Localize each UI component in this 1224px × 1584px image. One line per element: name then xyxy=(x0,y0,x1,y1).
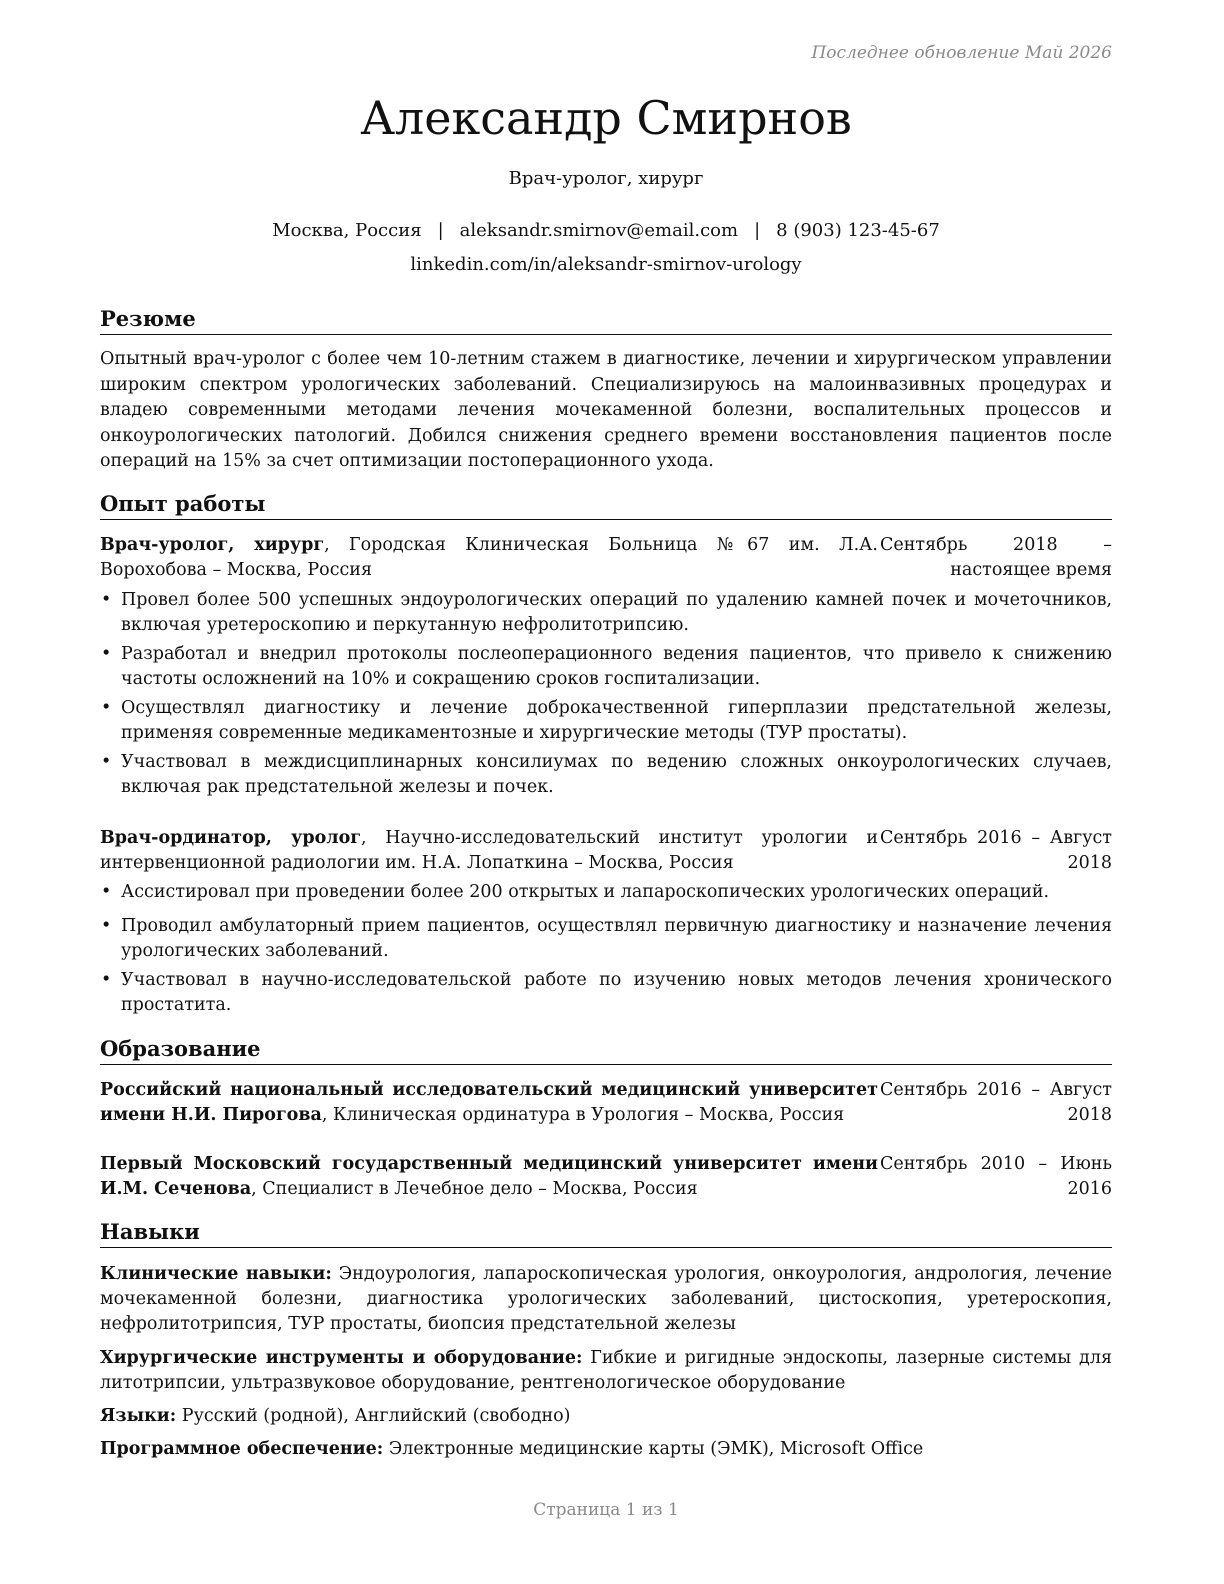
skill-label: Клинические навыки: xyxy=(100,1264,332,1284)
section-title-skills: Навыки xyxy=(100,1218,1112,1248)
education-heading xyxy=(100,1078,878,1128)
last-updated: Последнее обновление Май 2026 xyxy=(811,43,1112,63)
list-item: • Провел более 500 успешных эндоурологических операций по удалению камней почек и мочеточников, включая уретероскопию и перкутанную нефролитотрипсию. xyxy=(101,590,1112,635)
job-heading xyxy=(100,533,878,583)
job-role: Врач-уролог, хирург xyxy=(100,535,325,555)
list-item: • Разработал и внедрил протоколы послеоперационного ведения пациентов, что привело к снижению частоты осложнений на 10% и сокращению сроков госпитализации. xyxy=(101,644,1112,689)
skill-label: Языки: xyxy=(100,1406,177,1426)
list-item: • Участвовал в междисциплинарных консилиумах по ведению сложных онкоурологических случаев, включая рак предстательной железы и почек. xyxy=(101,752,1112,797)
section-title-experience: Опыт работы xyxy=(100,490,1112,520)
skill-label: Хирургические инструменты и оборудование: xyxy=(100,1348,583,1368)
job-org: , Научно-исследовательский институт урологии и интервенционной радиологии им. Н.А. Лопаткина – Москва, Россия xyxy=(100,828,878,873)
skill-text: Русский (родной), Английский (свободно) xyxy=(176,1406,571,1426)
resume-page xyxy=(100,0,1112,1584)
job-dates: Сентябрь 2018 – настоящее время xyxy=(880,535,1112,580)
job-dates: Сентябрь 2016 – Август 2018 xyxy=(880,828,1112,873)
skill-text: Электронные медицинские карты (ЭМК), Microsoft Office xyxy=(383,1439,924,1459)
skill-row xyxy=(100,1404,1112,1429)
contact-line xyxy=(100,218,1112,244)
school-name: Российский национальный исследовательский медицинский университет имени Н.И. Пирогова xyxy=(100,1080,878,1125)
education-dates: Сентябрь 2010 – Июнь 2016 xyxy=(880,1154,1112,1199)
school-name: Первый Московский государственный медицинский университет имени И.М. Сеченова xyxy=(100,1154,878,1199)
skill-text: Гибкие и ригидные эндоскопы, лазерные системы для литотрипсии, ультразвуковое оборудование, рентгенологическое оборудование xyxy=(100,1348,1112,1393)
contact-separator: | xyxy=(437,220,444,241)
list-item: • Проводил амбулаторный прием пациентов, осуществлял первичную диагностику и назначение лечения урологических заболеваний. xyxy=(101,916,1112,961)
skill-label: Программное обеспечение: xyxy=(100,1439,384,1459)
section-title-summary: Резюме xyxy=(100,305,1112,335)
skill-text: Эндоурология, лапароскопическая урология, онкоурология, андрология, лечение мочекаменной болезни, диагностика урологических заболеваний, цистоскопия, уретероскопия, нефролитотрипсия, ТУР простаты, биопсия предстательной железы xyxy=(100,1264,1112,1334)
job-role: Врач-ординатор, уролог xyxy=(100,828,362,848)
list-item: • Ассистировал при проведении более 200 открытых и лапароскопических урологических операций. xyxy=(101,882,1050,902)
skill-row xyxy=(100,1346,1112,1396)
page-number: Страница 1 из 1 xyxy=(533,1500,679,1520)
job-bullets xyxy=(100,880,1112,1018)
location: Москва, Россия xyxy=(272,220,422,241)
job-heading xyxy=(100,826,878,876)
skill-row xyxy=(100,1262,1112,1337)
education-dates: Сентябрь 2016 – Август 2018 xyxy=(880,1080,1112,1125)
education-heading xyxy=(100,1152,878,1202)
degree-detail: , Специалист в Лечебное дело – Москва, Россия xyxy=(251,1179,698,1199)
linkedin-link[interactable]: linkedin.com/in/aleksandr-smirnov-urology xyxy=(410,254,802,275)
list-item: • Осуществлял диагностику и лечение доброкачественной гиперплазии предстательной железы, применяя современные медикаментозные и хирургические методы (ТУР простаты). xyxy=(101,698,1112,743)
candidate-title: Врач-уролог, хирург xyxy=(508,168,704,189)
contact-separator: | xyxy=(754,220,761,241)
email-link[interactable]: aleksandr.smirnov@email.com xyxy=(459,220,739,241)
job-bullets xyxy=(100,588,1112,800)
candidate-name: Александр Смирнов xyxy=(360,91,852,145)
job-org: , Городская Клиническая Больница №67 им. Л.А. Ворохобова – Москва, Россия xyxy=(100,535,878,580)
degree-detail: , Клиническая ординатура в Урология – Москва, Россия xyxy=(321,1105,845,1125)
phone: 8 (903) 123-45-67 xyxy=(776,220,940,241)
list-item: • Участвовал в научно-исследовательской работе по изучению новых методов лечения хронического простатита. xyxy=(101,970,1112,1015)
skill-row xyxy=(100,1437,1112,1462)
section-title-education: Образование xyxy=(100,1035,1112,1065)
summary-text: Опытный врач-уролог с более чем 10-летним стажем в диагностике, лечении и хирургическом управлении широким спектром урологических заболеваний. Специализируюсь на малоинвазивных процедурах и владею современными методами лечения мочекаменной болезни, воспалительных процессов и онкоурологических патологий. Добился снижения среднего времени восстановления пациентов после операций на 15% за счет оптимизации постоперационного ухода. xyxy=(100,349,1112,471)
